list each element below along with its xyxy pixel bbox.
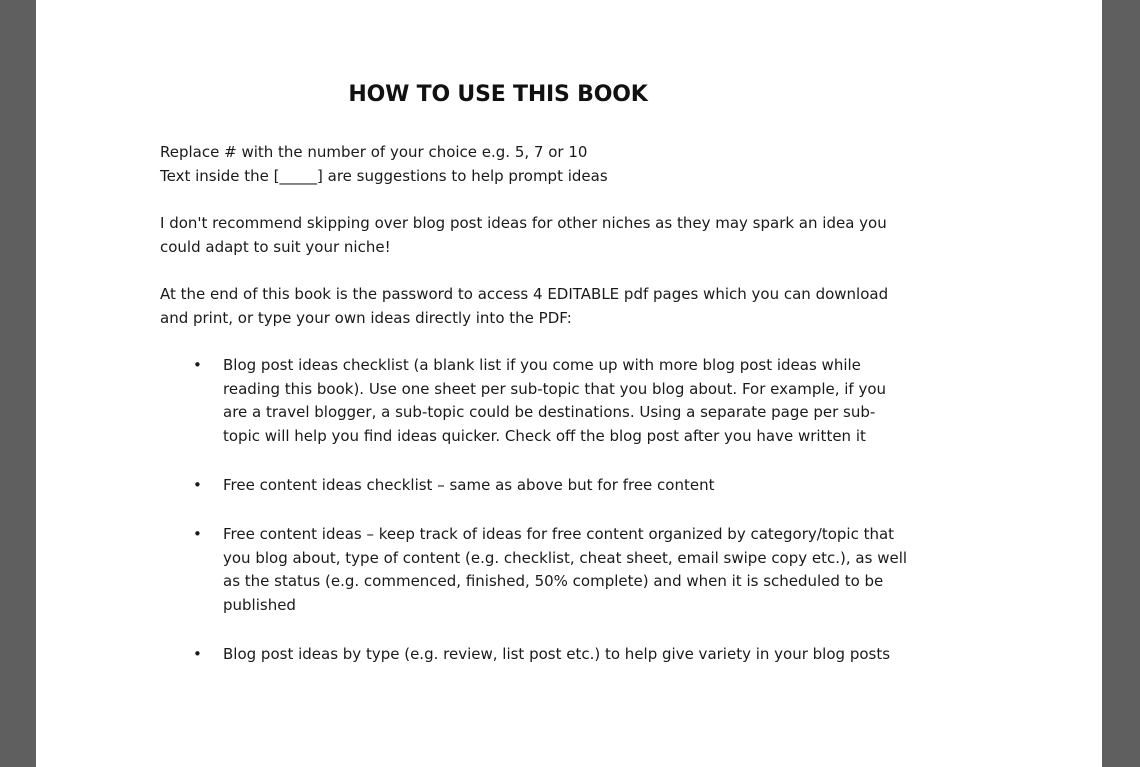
list-item-text (223, 474, 993, 498)
paragraph-password-info (160, 283, 990, 330)
document-page (36, 0, 1102, 767)
bullet-icon: • (193, 476, 202, 494)
paragraph-line: At the end of this book is the password to access 4 EDITABLE pdf pages which you can download (160, 285, 889, 303)
paragraph-line: I don't recommend skipping over blog post ideas for other niches as they may spark an idea you (160, 214, 887, 232)
list-item-text (223, 354, 993, 448)
paragraph-line: and print, or type your own ideas directly into the PDF: (160, 308, 572, 327)
list-item-line: topic will help you find ideas quicker. Check off the blog post after you have written it (223, 426, 866, 445)
bullet-icon: • (193, 525, 202, 543)
list-item-line: Free content ideas checklist – same as above but for free content (223, 476, 715, 494)
bullet-icon: • (193, 645, 202, 663)
paragraph-instructions (160, 141, 990, 188)
paragraph-line: Text inside the [_____] are suggestions to help prompt ideas (160, 166, 608, 185)
list-item-text (223, 643, 993, 667)
list-item-line: Free content ideas – keep track of ideas for free content organized by category/topic that (223, 525, 895, 543)
list-item-line: as the status (e.g. commenced, finished, 50% complete) and when it is scheduled to be (223, 572, 884, 590)
list-item-line: you blog about, type of content (e.g. checklist, cheat sheet, email swipe copy etc.), as well (223, 548, 908, 567)
list-item-line: Blog post ideas by type (e.g. review, list post etc.) to help give variety in your blog posts (223, 645, 891, 663)
list-item-line: published (223, 595, 296, 614)
list-item-text (223, 523, 993, 617)
list-item-line: reading this book). Use one sheet per sub-topic that you blog about. For example, if you (223, 379, 887, 398)
list-item-line: Blog post ideas checklist (a blank list if you come up with more blog post ideas while (223, 356, 861, 374)
paragraph-line: Replace # with the number of your choice e.g. 5, 7 or 10 (160, 143, 588, 161)
bullet-icon: • (193, 356, 202, 374)
page-title: HOW TO USE THIS BOOK (348, 82, 648, 107)
paragraph-recommendation (160, 212, 990, 259)
list-item-line: are a travel blogger, a sub-topic could be destinations. Using a separate page per sub- (223, 403, 876, 421)
paragraph-line: could adapt to suit your niche! (160, 237, 391, 256)
